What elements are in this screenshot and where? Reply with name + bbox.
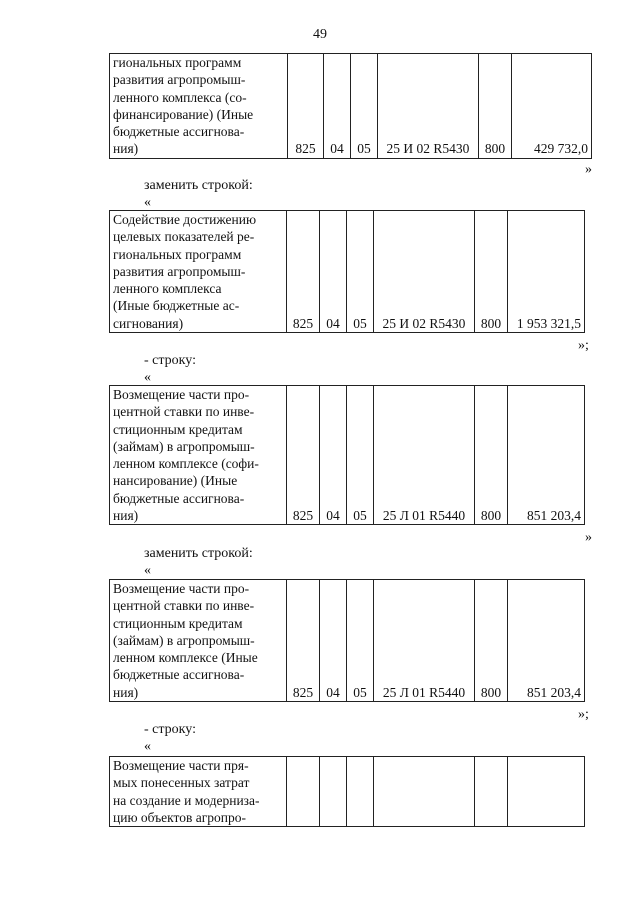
budget-row-table [109, 53, 592, 159]
description-line: Возмещение части про- [113, 581, 250, 596]
expense-type-code: 800 [479, 54, 512, 159]
description-line: ния) [113, 508, 139, 524]
description-line: сигнования) [113, 315, 184, 331]
amount: 429 732,0 [512, 54, 592, 159]
description-line: (займам) в агропромыш- [113, 438, 255, 454]
section-code: 04 [320, 580, 347, 702]
closing-quote: » [585, 530, 592, 545]
target-article-code: 25 И 02 R5430 [378, 54, 479, 159]
description-line: (займам) в агропромыш- [113, 632, 255, 648]
row-description [110, 580, 287, 702]
target-article-code [374, 757, 475, 827]
instruction-text: - строку: [144, 722, 196, 737]
opening-quote: « [144, 195, 151, 210]
row-description [110, 54, 288, 159]
closing-quote: »; [578, 338, 589, 353]
description-line: ленного комплекса [113, 281, 222, 297]
ministry-code: 825 [287, 580, 320, 702]
description-line: центной ставки по инве- [113, 598, 255, 614]
description-line: ленном комплексе (Иные [113, 650, 258, 666]
amount [508, 757, 585, 827]
expense-type-code [475, 757, 508, 827]
description-line: финансирование) (Иные [113, 106, 254, 122]
description-line: ленном комплексе (софи- [113, 456, 259, 472]
subsection-code: 05 [351, 54, 378, 159]
subsection-code: 05 [347, 580, 374, 702]
description-line: бюджетные ассигнова- [113, 124, 245, 140]
instruction-text: заменить строкой: [144, 546, 253, 561]
description-line: целевых показателей ре- [113, 229, 255, 245]
closing-quote: » [585, 162, 592, 177]
page-number: 49 [313, 27, 327, 42]
subsection-code: 05 [347, 211, 374, 333]
row-description [110, 386, 287, 525]
description-line: гиональных программ [113, 246, 242, 262]
description-line: развития агропромыш- [113, 72, 246, 88]
description-line: развития агропромыш- [113, 263, 246, 279]
description-line: центной ставки по инве- [113, 404, 255, 420]
description-line: ленного комплекса (со- [113, 89, 247, 105]
amount: 851 203,4 [508, 580, 585, 702]
description-line: (Иные бюджетные ас- [113, 298, 240, 314]
instruction-text: - строку: [144, 353, 196, 368]
amount: 851 203,4 [508, 386, 585, 525]
section-code: 04 [320, 386, 347, 525]
expense-type-code: 800 [475, 386, 508, 525]
description-line: ния) [113, 684, 139, 700]
section-code: 04 [324, 54, 351, 159]
ministry-code: 825 [288, 54, 324, 159]
amount: 1 953 321,5 [508, 211, 585, 333]
description-line: бюджетные ассигнова- [113, 490, 245, 506]
description-line: Содействие достижению [113, 212, 257, 227]
budget-row-table [109, 579, 585, 702]
description-line: стиционным кредитам [113, 421, 243, 437]
expense-type-code: 800 [475, 580, 508, 702]
target-article-code: 25 И 02 R5430 [374, 211, 475, 333]
subsection-code: 05 [347, 386, 374, 525]
row-description [110, 211, 287, 333]
closing-quote: »; [578, 707, 589, 722]
opening-quote: « [144, 563, 151, 578]
description-line: нансирование) (Иные [113, 473, 238, 489]
budget-row-table [109, 210, 585, 333]
description-line: Возмещение части пря- [113, 758, 249, 773]
description-line: бюджетные ассигнова- [113, 667, 245, 683]
instruction-text: заменить строкой: [144, 178, 253, 193]
opening-quote: « [144, 739, 151, 754]
description-line: цию объектов агропро- [113, 809, 247, 825]
subsection-code [347, 757, 374, 827]
target-article-code: 25 Л 01 R5440 [374, 580, 475, 702]
expense-type-code: 800 [475, 211, 508, 333]
ministry-code [287, 757, 320, 827]
section-code: 04 [320, 211, 347, 333]
description-line: на создание и модерниза- [113, 792, 260, 808]
ministry-code: 825 [287, 211, 320, 333]
description-line: стиционным кредитам [113, 615, 243, 631]
budget-row-table [109, 756, 585, 827]
ministry-code: 825 [287, 386, 320, 525]
description-line: гиональных программ [113, 55, 242, 70]
section-code [320, 757, 347, 827]
description-line: Возмещение части про- [113, 387, 250, 402]
target-article-code: 25 Л 01 R5440 [374, 386, 475, 525]
description-line: ния) [113, 141, 139, 157]
budget-row-table [109, 385, 585, 525]
opening-quote: « [144, 370, 151, 385]
description-line: мых понесенных затрат [113, 775, 250, 791]
row-description [110, 757, 287, 827]
